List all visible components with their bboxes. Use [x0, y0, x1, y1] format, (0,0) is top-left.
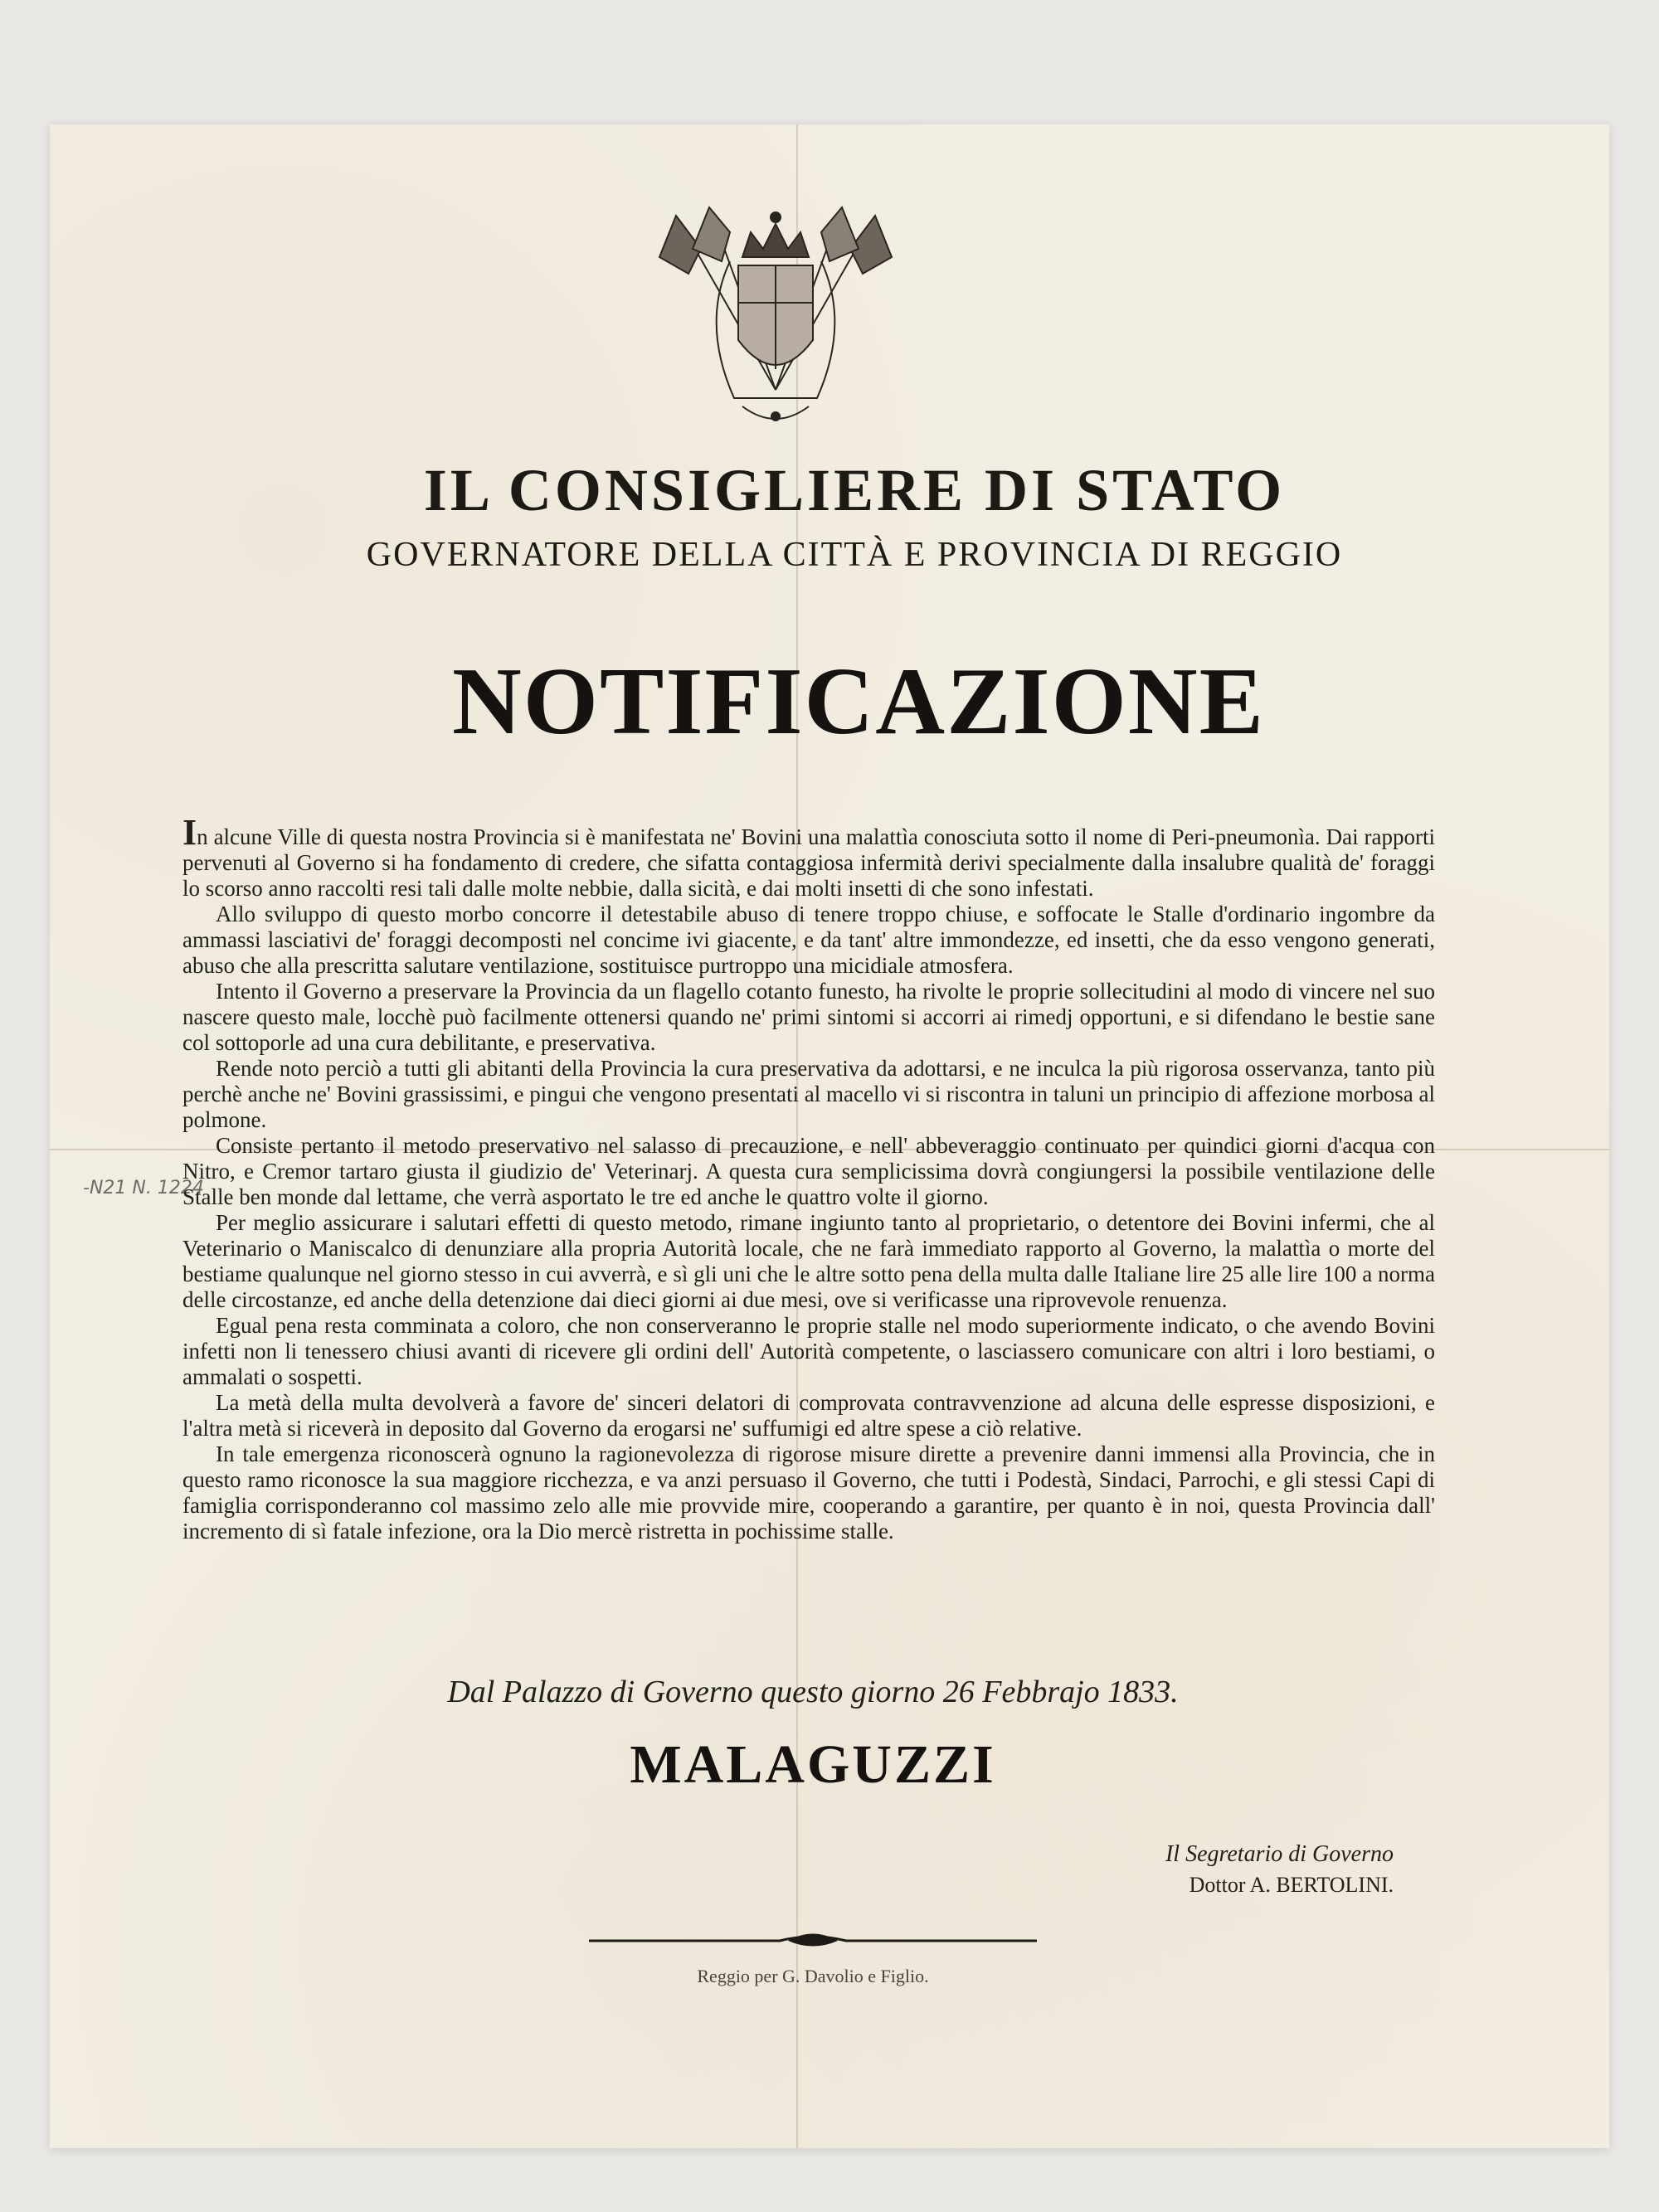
coat-of-arms-icon	[651, 199, 900, 440]
secretary-role: Il Segretario di Governo	[1165, 1841, 1394, 1867]
date-line: Dal Palazzo di Governo questo giorno 26 Febbrajo 1833.	[447, 1675, 1179, 1709]
signer-name: MALAGUZZI	[630, 1734, 996, 1795]
paragraph-7: Egual pena resta comminata a coloro, che non conserveranno le proprie stalle nel modo superiormente indicato, o che avendo Bovini infetti non li tenessero chiusi avanti di ricevere gli ordini dell' Autorità competente, o lasciassero comunicare con altri i loro bestiami, o ammalati o sospetti.	[182, 1313, 1435, 1389]
secretary-name: Dottor A. BERTOLINI.	[1189, 1873, 1394, 1897]
paragraph-3: Intento il Governo a preservare la Provincia da un flagello cotanto funesto, ha rivolte le proprie sollecitudini al modo di vincere nel suo nascere questo male, locchè può facilmente ottenersi quando ne' primi sintomi si accorri ai rimedj opportuni, e si difendano le bestie sane col sottoporle ad una cura debilitante, e preservativa.	[182, 979, 1435, 1055]
paragraph-6: Per meglio assicurare i salutari effetti di questo metodo, rimane ingiunto tanto al proprietario, o detentore dei Bovini infermi, che al Veterinario o Maniscalco di denunziare alla propria Autorità locale, che ne farà immediato rapporto al Governo, la malattìa o morte del bestiame qualunque nel giorno stesso in cui avverrà, e sì gli uni che le altre sotto pena della multa dalle Italiane lire 25 alle lire 100 a norma delle circostanze, ed anche della detenzione dai dieci giorni ai due mesi, ove si verificasse una riprovevole renuenza.	[182, 1210, 1435, 1312]
ornamental-rule	[589, 1928, 1037, 1953]
paragraph-4: Rende noto perciò a tutti gli abitanti della Provincia la cura preservativa da adottarsi, e ne inculca la più rigorosa osservanza, tanto più perchè anche ne' Bovini grassissimi, e pingui che vengono presentati al macello vi si riscontra in taluni un principio di affezione morbosa al polmone.	[182, 1056, 1435, 1132]
handwritten-margin-note: -N21 N. 1224	[83, 1178, 204, 1198]
heading-consigliere: IL CONSIGLIERE DI STATO	[423, 457, 1286, 523]
heading-governatore: GOVERNATORE DELLA CITTÀ E PROVINCIA DI REGGIO	[366, 536, 1343, 574]
paragraph-1: In alcune Ville di questa nostra Provincia si è manifestata ne' Bovini una malattìa conosciuta sotto il nome di Peri-pneumonìa. Dai rapporti pervenuti al Governo si ha fondamento di credere, che sifatta contaggiosa infermità derivi specialmente dalla insalubre qualità de' foraggi lo scorso anno raccolti resi tali dalle molte nebbie, dalla sicità, e dai molti insetti di che sono infestati.	[182, 812, 1435, 901]
notice-body	[182, 812, 1435, 1544]
main-title: NOTIFICAZIONE	[452, 649, 1265, 755]
printer-imprint: Reggio per G. Davolio e Figlio.	[697, 1966, 929, 1986]
paragraph-8: La metà della multa devolverà a favore de' sinceri delatori di comprovata contravvenzione ad alcuna delle espresse disposizioni, e l'altra metà si riceverà in deposito dal Governo da erogarsi ne' suffumigi ed altre spese a ciò relative.	[182, 1390, 1435, 1441]
paragraph-5: Consiste pertanto il metodo preservativo nel salasso di precauzione, e nell' abbeveraggio continuato per quindici giorni d'acqua con Nitro, e Cremor tartaro giusta il giudizio de' Veterinarj. A questa cura semplicissima dovrà congiungersi la possibile ventilazione delle Stalle ben monde dal lettame, che verrà asportato le tre ed anche le quattro volte il giorno.	[182, 1133, 1435, 1209]
drop-cap: I	[182, 812, 197, 853]
paragraph-2: Allo sviluppo di questo morbo concorre il detestabile abuso di tenere troppo chiuse, e soffocate le Stalle d'ordinario ingombre da ammassi lasciativi de' foraggi decomposti nel concime ivi giacente, e da tant' altre immondezze, ed insetti, che da esso vengono generati, abuso che alla prescritta salutare ventilazione, sostituisce purtroppo una micidiale atmosfera.	[182, 902, 1435, 978]
paragraph-9: In tale emergenza riconoscerà ognuno la ragionevolezza di rigorose misure dirette a prevenire danni immensi alla Provincia, che in questo ramo riconosce la sua maggiore ricchezza, e va anzi persuaso il Governo, che tutti i Podestà, Sindaci, Parrochi, e gli stessi Capi di famiglia corrisponderanno col massimo zelo alle mie provvide mire, cooperando a garantire, per quanto è in noi, questa Provincia dall' incremento di sì fatale infezione, ora la Dio mercè ristretta in pochissime stalle.	[182, 1441, 1435, 1544]
